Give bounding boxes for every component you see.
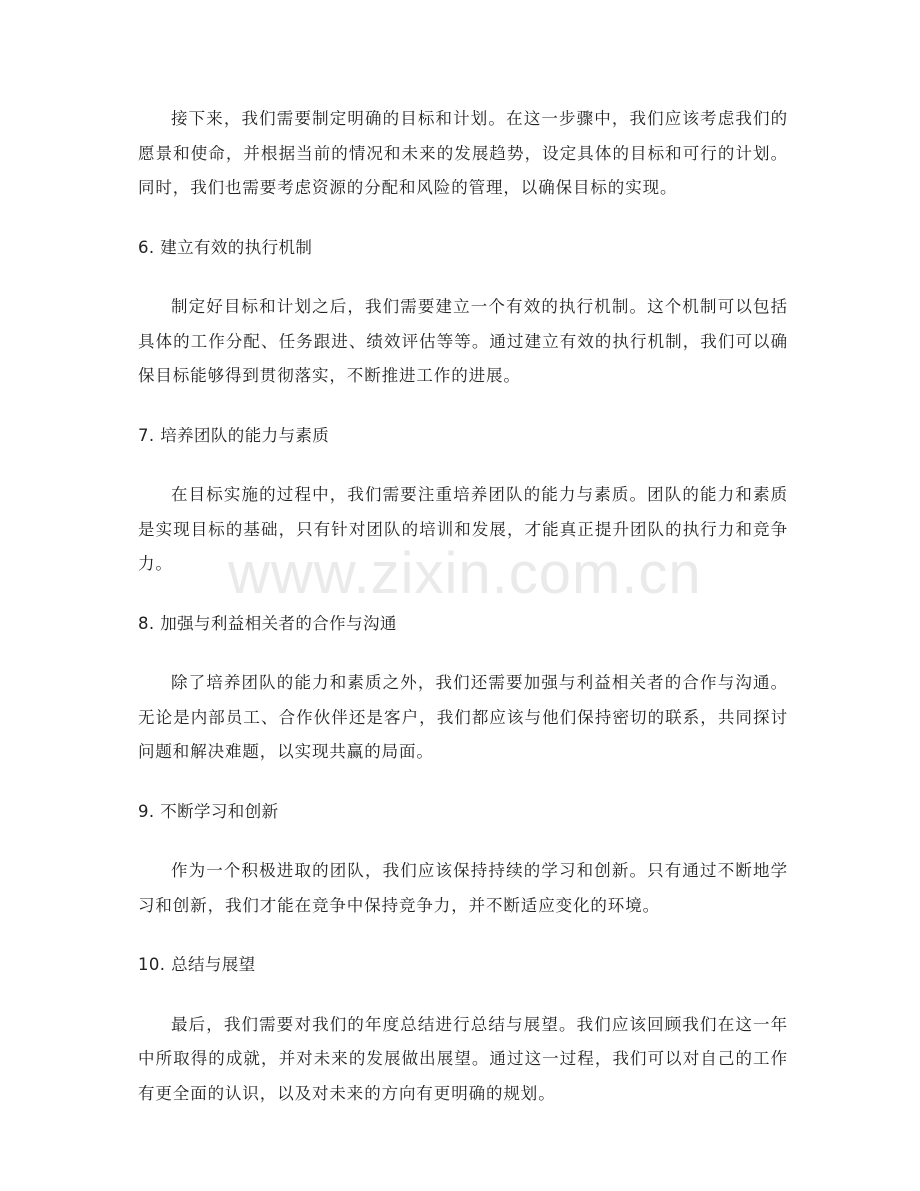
watermark: www.zixin.com.cn: [228, 541, 702, 606]
section-body-10: 最后，我们需要对我们的年度总结进行总结与展望。我们应该回顾我们在这一年中所取得的成就，并对未来的发展做出展望。通过这一过程，我们可以对自己的工作有更全面的认识，以及对未来的方向有更明确的规划。: [138, 1014, 788, 1103]
section-heading-10: 10. 总结与展望: [138, 955, 256, 974]
section-body-7: 在目标实施的过程中，我们需要注重培养团队的能力与素质。团队的能力和素质是实现目标的基础，只有针对团队的培训和发展，才能真正提升团队的执行力和竞争力。: [138, 485, 788, 573]
document-page: [138, 102, 788, 1136]
section-body-9: 作为一个积极进取的团队，我们应该保持持续的学习和创新。只有通过不断地学习和创新，我们才能在竞争中保持竞争力，并不断适应变化的环境。: [138, 861, 788, 915]
section-heading-6: 6. 建立有效的执行机制: [138, 237, 313, 257]
section-heading-7: 7. 培养团队的能力与素质: [138, 425, 330, 445]
section-heading-9: 9. 不断学习和创新: [138, 801, 279, 821]
section-heading-8: 8. 加强与利益相关者的合作与沟通: [138, 613, 397, 633]
section-body-6: 制定好目标和计划之后，我们需要建立一个有效的执行机制。这个机制可以包括具体的工作分配、任务跟进、绩效评估等等。通过建立有效的执行机制，我们可以确保目标能够得到贯彻落实，不断推进工作的进展。: [138, 297, 788, 385]
section-body-8: 除了培养团队的能力和素质之外，我们还需要加强与利益相关者的合作与沟通。无论是内部员工、合作伙伴还是客户，我们都应该与他们保持密切的联系，共同探讨问题和解决难题，以实现共赢的局面。: [138, 673, 788, 761]
intro-paragraph: 接下来，我们需要制定明确的目标和计划。在这一步骤中，我们应该考虑我们的愿景和使命，并根据当前的情况和未来的发展趋势，设定具体的目标和可行的计划。同时，我们也需要考虑资源的分配和风险的管理，以确保目标的实现。: [138, 109, 788, 197]
